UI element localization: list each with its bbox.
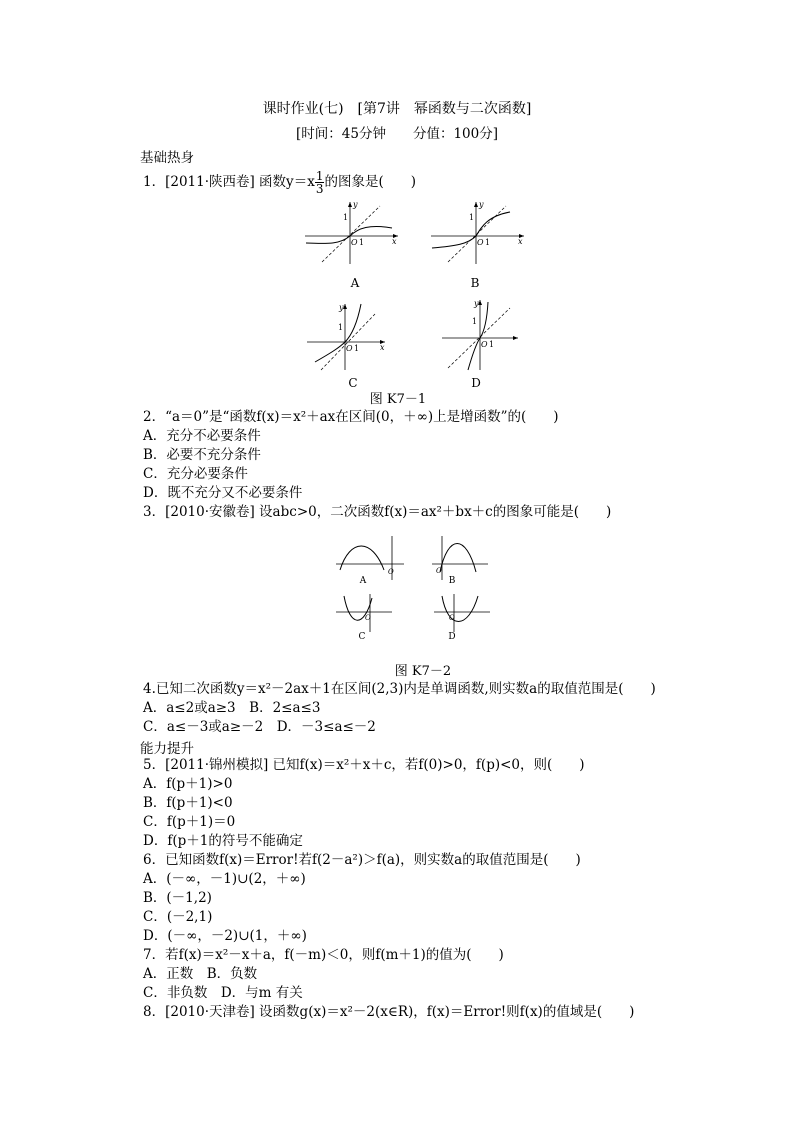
axis-one-label: 1 bbox=[343, 213, 349, 222]
axis-y-label: y bbox=[339, 303, 344, 312]
axis-x-label: x bbox=[518, 237, 523, 246]
q1-frac-den: 3 bbox=[315, 182, 324, 196]
axis-y-label: y bbox=[353, 200, 358, 209]
q4-stem: 4.已知二次函数y＝x²－2ax＋1在区间(2,3)内是单调函数,则实数a的取值范围是( ) bbox=[143, 681, 656, 697]
q3-graph-d bbox=[432, 592, 492, 634]
q2-option-a: A．充分不必要条件 bbox=[143, 428, 261, 444]
q3-option-c: C bbox=[358, 632, 366, 642]
section-advanced: 能力提升 bbox=[140, 741, 194, 757]
axis-one-label: 1 bbox=[469, 213, 475, 222]
q3-graph-a bbox=[334, 532, 406, 582]
q2-option-d: D．既不充分又不必要条件 bbox=[143, 485, 303, 501]
q1-frac-num: 1 bbox=[315, 169, 324, 183]
q8-stem: 8．[2010·天津卷] 设函数g(x)＝x²－2(x∈R)，f(x)＝Error!则f(x)的值域是( ) bbox=[143, 1004, 635, 1020]
axis-one-label: 1 bbox=[472, 317, 478, 326]
origin-label: O bbox=[351, 238, 358, 247]
page-title: 课时作业(七) [第7讲 幂函数与二次函数] bbox=[262, 101, 532, 117]
figure-k7-2-caption: 图 K7－2 bbox=[394, 664, 452, 679]
q2-option-c: C．充分必要条件 bbox=[143, 466, 248, 482]
q3-stem: 3．[2010·安徽卷] 设abc>0，二次函数f(x)＝ax²＋bx＋c的图象可能是( ) bbox=[143, 504, 612, 520]
figure-k7-1-caption: 图 K7－1 bbox=[369, 392, 427, 407]
q1-graph-a bbox=[300, 198, 400, 266]
q1-option-a: A bbox=[350, 276, 360, 290]
page-subtitle: [时间：45分钟 分值：100分] bbox=[296, 126, 498, 142]
q4-options-ab: A．a≤2或a≥3 B．2≤a≤3 bbox=[143, 700, 321, 716]
q1-prefix: 1．[2011·陕西卷] 函数y＝x bbox=[143, 174, 315, 190]
origin-label: O bbox=[436, 567, 442, 575]
axis-x-label: x bbox=[380, 343, 385, 352]
q1-option-d: D bbox=[471, 376, 481, 390]
q5-stem: 5．[2011·锦州模拟] 已知f(x)＝x²＋x＋c，若f(0)>0，f(p)<0，则( ) bbox=[143, 757, 585, 773]
origin-label: O bbox=[449, 614, 455, 622]
q3-option-a: A bbox=[359, 576, 367, 586]
axis-one-label: 1 bbox=[489, 340, 495, 349]
origin-label: O bbox=[365, 614, 371, 622]
axis-y-label: y bbox=[479, 200, 484, 209]
axis-one-label: 1 bbox=[485, 238, 491, 247]
origin-label: O bbox=[346, 344, 353, 353]
axis-one-label: 1 bbox=[359, 238, 365, 247]
axis-one-label: 1 bbox=[354, 344, 360, 353]
q6-stem: 6．已知函数f(x)＝Error!若f(2－a²)＞f(a)，则实数a的取值范围是( ) bbox=[143, 852, 581, 868]
q6-option-c: C．(－2,1) bbox=[143, 909, 213, 925]
q7-stem: 7．若f(x)＝x²－x＋a，f(－m)＜0，则f(m＋1)的值为( ) bbox=[143, 947, 504, 963]
origin-label: O bbox=[477, 238, 484, 247]
q1-graph-c bbox=[305, 300, 390, 372]
q1-option-b: B bbox=[470, 276, 480, 290]
q1-graph-d bbox=[440, 296, 520, 372]
q3-option-d: D bbox=[448, 632, 456, 642]
q5-option-d: D．f(p＋1的符号不能确定 bbox=[143, 833, 303, 849]
origin-label: O bbox=[388, 568, 394, 576]
q6-option-b: B．(－1,2) bbox=[143, 890, 212, 906]
q5-option-a: A．f(p＋1)>0 bbox=[143, 776, 233, 792]
q1-option-c: C bbox=[348, 376, 358, 390]
q1-stem bbox=[143, 170, 416, 195]
axis-x-label: x bbox=[392, 237, 397, 246]
q2-option-b: B．必要不充分条件 bbox=[143, 447, 261, 463]
q6-option-a: A．(－∞，－1)∪(2，＋∞) bbox=[143, 871, 306, 887]
q3-graph-b bbox=[430, 532, 490, 582]
q3-option-b: B bbox=[448, 576, 456, 586]
q3-graph-c bbox=[334, 592, 394, 634]
q1-suffix: 的图象是( ) bbox=[324, 174, 416, 190]
q5-option-b: B．f(p＋1)<0 bbox=[143, 795, 233, 811]
axis-one-label: 1 bbox=[338, 323, 344, 332]
origin-label: O bbox=[481, 340, 488, 349]
section-basic: 基础热身 bbox=[140, 150, 194, 166]
q6-option-d: D．(－∞，－2)∪(1，＋∞) bbox=[143, 928, 307, 944]
q7-options-ab: A．正数 B．负数 bbox=[143, 966, 258, 982]
q1-graph-b bbox=[426, 198, 526, 266]
axis-y-label: y bbox=[474, 299, 479, 308]
q5-option-c: C．f(p＋1)＝0 bbox=[143, 814, 236, 830]
q2-stem: 2．“a＝0”是“函数f(x)＝x²＋ax在区间(0，＋∞)上是增函数”的( ) bbox=[143, 409, 559, 425]
q4-options-cd: C．a≤－3或a≥－2 D．－3≤a≤－2 bbox=[143, 719, 376, 735]
q7-options-cd: C．非负数 D．与m 有关 bbox=[143, 985, 303, 1001]
q1-exponent-fraction bbox=[315, 170, 325, 195]
